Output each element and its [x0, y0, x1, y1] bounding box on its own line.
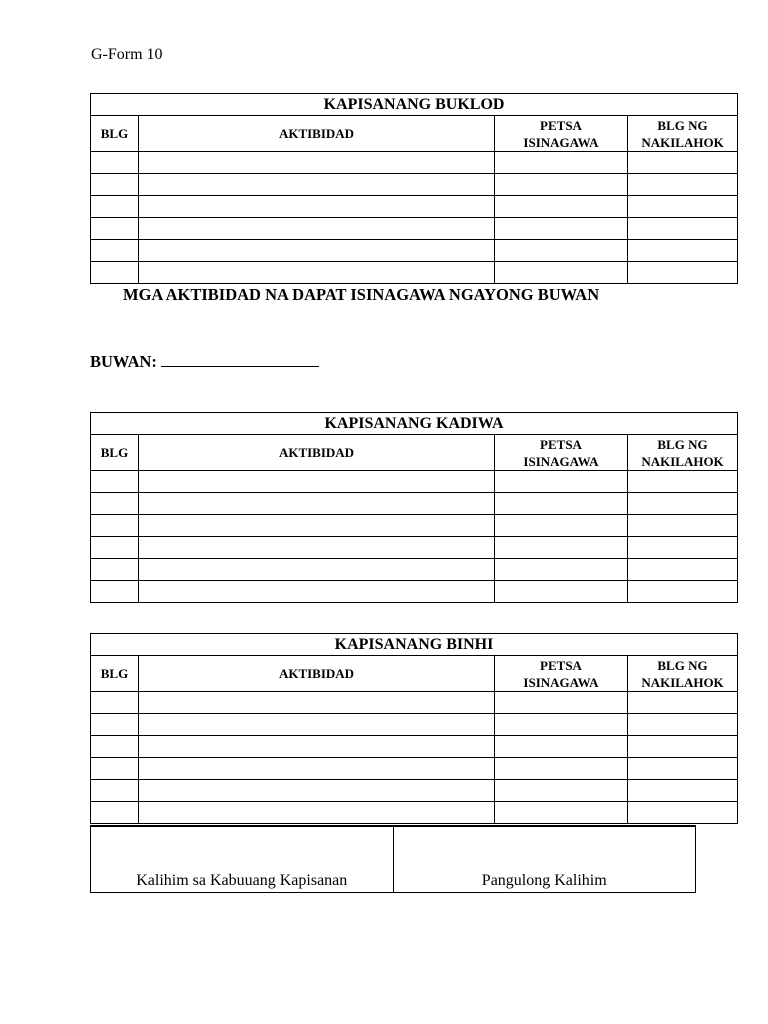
- petsa-cell[interactable]: [495, 692, 628, 714]
- header-line: NAKILAHOK: [641, 134, 724, 150]
- nakilahok-cell[interactable]: [628, 471, 738, 493]
- nakilahok-cell[interactable]: [628, 196, 738, 218]
- table-row: [91, 537, 738, 559]
- blg-cell[interactable]: [91, 802, 139, 824]
- blg-cell[interactable]: [91, 152, 139, 174]
- table-row: [91, 174, 738, 196]
- aktibidad-cell[interactable]: [139, 736, 495, 758]
- petsa-cell[interactable]: [495, 559, 628, 581]
- signature-box: [90, 825, 696, 893]
- blg-cell[interactable]: [91, 692, 139, 714]
- header-line: NAKILAHOK: [641, 453, 724, 469]
- nakilahok-cell[interactable]: [628, 218, 738, 240]
- aktibidad-cell[interactable]: [139, 692, 495, 714]
- petsa-cell[interactable]: [495, 152, 628, 174]
- petsa-cell[interactable]: [495, 174, 628, 196]
- table-title: KAPISANANG BUKLOD: [91, 94, 738, 116]
- blg-cell[interactable]: [91, 559, 139, 581]
- nakilahok-cell[interactable]: [628, 780, 738, 802]
- petsa-cell[interactable]: [495, 493, 628, 515]
- blg-cell[interactable]: [91, 240, 139, 262]
- table-row: [91, 581, 738, 603]
- nakilahok-cell[interactable]: [628, 262, 738, 284]
- month-blank-line[interactable]: [161, 352, 319, 367]
- petsa-cell[interactable]: [495, 240, 628, 262]
- column-header-petsa: [495, 435, 628, 471]
- signature-secretary: [91, 827, 393, 892]
- header-line: PETSA: [540, 117, 582, 133]
- header-line: ISINAGAWA: [523, 134, 599, 150]
- table-row: [91, 736, 738, 758]
- column-header-blg: BLG: [91, 116, 139, 152]
- header-line: ISINAGAWA: [523, 674, 599, 690]
- petsa-cell[interactable]: [495, 471, 628, 493]
- activity-table-kadiwa: [90, 412, 738, 603]
- signature-label: Kalihim sa Kabuuang Kapisanan: [136, 872, 348, 889]
- header-line: BLG NG: [657, 436, 708, 452]
- blg-cell[interactable]: [91, 471, 139, 493]
- petsa-cell[interactable]: [495, 515, 628, 537]
- column-header-aktibidad: AKTIBIDAD: [139, 656, 495, 692]
- activity-table-binhi: [90, 633, 738, 824]
- table-row: [91, 218, 738, 240]
- table-row: [91, 152, 738, 174]
- petsa-cell[interactable]: [495, 196, 628, 218]
- month-field: [90, 352, 319, 372]
- nakilahok-cell[interactable]: [628, 174, 738, 196]
- aktibidad-cell[interactable]: [139, 714, 495, 736]
- column-header-aktibidad: AKTIBIDAD: [139, 116, 495, 152]
- column-header-nakilahok: [628, 435, 738, 471]
- aktibidad-cell[interactable]: [139, 174, 495, 196]
- blg-cell[interactable]: [91, 174, 139, 196]
- nakilahok-cell[interactable]: [628, 714, 738, 736]
- header-line: PETSA: [540, 657, 582, 673]
- column-header-petsa: [495, 116, 628, 152]
- aktibidad-cell[interactable]: [139, 493, 495, 515]
- column-header-aktibidad: AKTIBIDAD: [139, 435, 495, 471]
- header-line: BLG NG: [657, 657, 708, 673]
- aktibidad-cell[interactable]: [139, 780, 495, 802]
- nakilahok-cell[interactable]: [628, 493, 738, 515]
- petsa-cell[interactable]: [495, 758, 628, 780]
- signature-head-secretary: [393, 827, 696, 892]
- nakilahok-cell[interactable]: [628, 736, 738, 758]
- table-row: [91, 240, 738, 262]
- aktibidad-cell[interactable]: [139, 802, 495, 824]
- blg-cell[interactable]: [91, 736, 139, 758]
- column-header-blg: BLG: [91, 656, 139, 692]
- petsa-cell[interactable]: [495, 218, 628, 240]
- petsa-cell[interactable]: [495, 537, 628, 559]
- blg-cell[interactable]: [91, 515, 139, 537]
- blg-cell[interactable]: [91, 493, 139, 515]
- header-line: PETSA: [540, 436, 582, 452]
- aktibidad-cell[interactable]: [139, 262, 495, 284]
- blg-cell[interactable]: [91, 262, 139, 284]
- aktibidad-cell[interactable]: [139, 152, 495, 174]
- table-row: [91, 780, 738, 802]
- blg-cell[interactable]: [91, 196, 139, 218]
- header-line: ISINAGAWA: [523, 453, 599, 469]
- nakilahok-cell[interactable]: [628, 559, 738, 581]
- form-code: G-Form 10: [91, 46, 163, 63]
- table-row: [91, 758, 738, 780]
- blg-cell[interactable]: [91, 581, 139, 603]
- aktibidad-cell[interactable]: [139, 515, 495, 537]
- table-row: [91, 692, 738, 714]
- table-title: KAPISANANG KADIWA: [91, 413, 738, 435]
- aktibidad-cell[interactable]: [139, 537, 495, 559]
- aktibidad-cell[interactable]: [139, 559, 495, 581]
- blg-cell[interactable]: [91, 714, 139, 736]
- table-row: [91, 471, 738, 493]
- blg-cell[interactable]: [91, 218, 139, 240]
- column-header-nakilahok: [628, 656, 738, 692]
- aktibidad-cell[interactable]: [139, 240, 495, 262]
- table-row: [91, 802, 738, 824]
- petsa-cell[interactable]: [495, 714, 628, 736]
- table-row: [91, 714, 738, 736]
- nakilahok-cell[interactable]: [628, 692, 738, 714]
- nakilahok-cell[interactable]: [628, 152, 738, 174]
- nakilahok-cell[interactable]: [628, 581, 738, 603]
- table-row: [91, 515, 738, 537]
- activity-table-buklod: [90, 93, 738, 284]
- column-header-blg: BLG: [91, 435, 139, 471]
- table-title: KAPISANANG BINHI: [91, 634, 738, 656]
- aktibidad-cell[interactable]: [139, 471, 495, 493]
- aktibidad-cell[interactable]: [139, 218, 495, 240]
- table-row: [91, 262, 738, 284]
- column-header-petsa: [495, 656, 628, 692]
- aktibidad-cell[interactable]: [139, 758, 495, 780]
- header-line: NAKILAHOK: [641, 674, 724, 690]
- blg-cell[interactable]: [91, 537, 139, 559]
- aktibidad-cell[interactable]: [139, 196, 495, 218]
- petsa-cell[interactable]: [495, 581, 628, 603]
- table-row: [91, 196, 738, 218]
- header-line: BLG NG: [657, 117, 708, 133]
- nakilahok-cell[interactable]: [628, 515, 738, 537]
- nakilahok-cell[interactable]: [628, 758, 738, 780]
- petsa-cell[interactable]: [495, 802, 628, 824]
- blg-cell[interactable]: [91, 758, 139, 780]
- nakilahok-cell[interactable]: [628, 537, 738, 559]
- petsa-cell[interactable]: [495, 736, 628, 758]
- signature-label: Pangulong Kalihim: [481, 872, 607, 889]
- nakilahok-cell[interactable]: [628, 802, 738, 824]
- blg-cell[interactable]: [91, 780, 139, 802]
- petsa-cell[interactable]: [495, 780, 628, 802]
- petsa-cell[interactable]: [495, 262, 628, 284]
- table-row: [91, 559, 738, 581]
- month-label: BUWAN:: [90, 352, 157, 371]
- nakilahok-cell[interactable]: [628, 240, 738, 262]
- aktibidad-cell[interactable]: [139, 581, 495, 603]
- column-header-nakilahok: [628, 116, 738, 152]
- table-row: [91, 493, 738, 515]
- monthly-activities-note: MGA AKTIBIDAD NA DAPAT ISINAGAWA NGAYONG BUWAN: [123, 285, 600, 304]
